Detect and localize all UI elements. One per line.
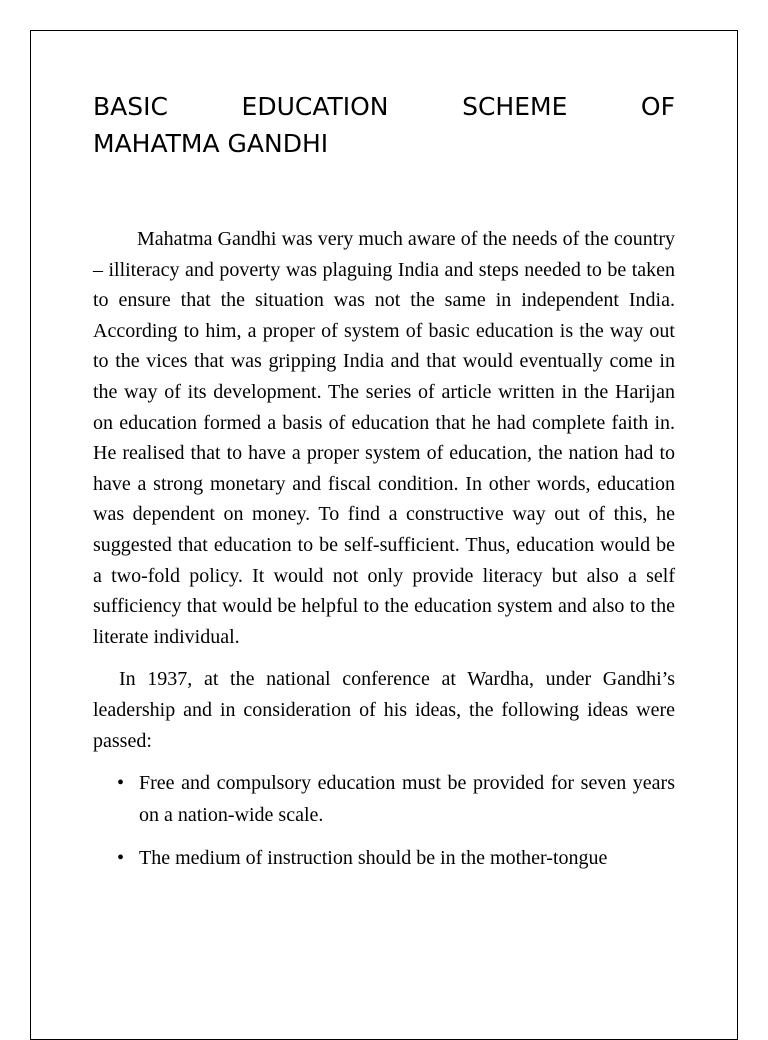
document-title <box>93 88 675 162</box>
paragraph-1: Mahatma Gandhi was very much aware of the needs of the country – illiteracy and poverty was plaguing India and steps needed to be taken to ensure that the situation was not the same in independent India. According to him, a proper of system of basic education is the way out to the vices that was gripping India and that would eventually come in the way of its development. The series of article written in the Harijan on education formed a basis of education that he had complete faith in. He realised that to have a proper system of education, the nation had to have a strong monetary and fiscal condition. In other words, education was dependent on money. To find a constructive way out of this, he suggested that education to be self-sufficient. Thus, education would be a two-fold policy. It would not only provide literacy but also a self sufficiency that would be helpful to the education system and also to the literate individual. <box>93 228 675 648</box>
bullet-icon: • <box>117 772 125 795</box>
bullet-text: The medium of instruction should be in the mother-tongue <box>139 847 608 870</box>
bullet-item <box>93 768 675 831</box>
paragraph-2: In 1937, at the national conference at Wardha, under Gandhi’s leadership and in consideration of his ideas, the following ideas were passed: <box>93 668 675 752</box>
title-line-2: MAHATMA GANDHI <box>93 129 329 158</box>
bullet-text: Free and compulsory education must be provided for seven years on a nation-wide scale. <box>139 772 675 826</box>
bullet-list <box>93 768 675 875</box>
document-content <box>93 88 675 887</box>
bullet-item <box>93 843 675 875</box>
title-line-1: BASIC EDUCATION SCHEME OF <box>93 92 675 121</box>
bullet-icon: • <box>117 847 125 870</box>
